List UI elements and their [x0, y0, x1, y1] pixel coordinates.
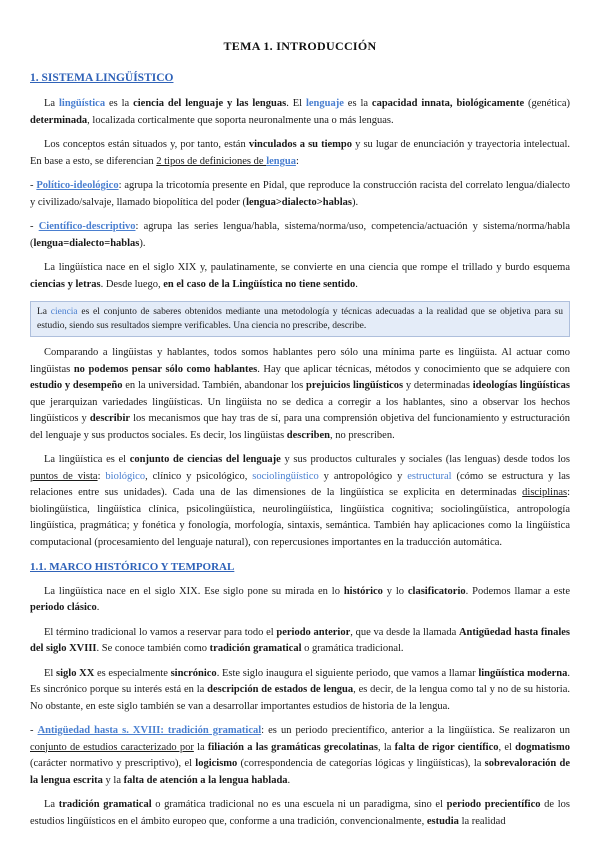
term-cientifico-descriptivo: Científico-descriptivo [38, 221, 136, 232]
text-run: El [44, 667, 57, 679]
bold-text: en el caso de la Lingüística no tiene sentido [163, 278, 356, 290]
bold-text: tradición gramatical [209, 643, 302, 654]
paragraph-antiguedad [30, 723, 570, 789]
bold-text: logicismo [195, 758, 238, 769]
text-run: : [295, 155, 299, 167]
bold-text: conjunto de ciencias del lenguaje [129, 454, 281, 465]
bold-text: determinada [30, 114, 88, 126]
bold-text: Antigüedad hasta finales del siglo XVIII [30, 626, 571, 654]
text-run: (genética) [524, 98, 570, 109]
text-run: . [355, 278, 358, 290]
text-run: La [37, 307, 51, 317]
bold-text: lingüística moderna [478, 667, 568, 679]
bold-text: lengua>dialecto>hablas [246, 196, 352, 208]
definition-box-ciencia [30, 301, 570, 337]
bold-text: sobrevaloración de la lengua escrita [30, 758, 570, 786]
text-run: , que va desde la llamada [350, 626, 459, 638]
term-estructural: estructural [407, 470, 452, 482]
page-title: TEMA 1. INTRODUCCIÓN [223, 39, 377, 53]
text-run: o gramática tradicional. [301, 643, 404, 654]
paragraph-siglo-xix [30, 584, 570, 617]
text-run: . Es sincrónico porque su interés está en la [30, 667, 570, 695]
text-run: - [30, 725, 38, 736]
term-lenguaje: lenguaje [305, 98, 344, 109]
bold-text: prejuicios lingüísticos [306, 380, 404, 391]
term-lengua: lengua [266, 155, 296, 167]
term-antiguedad: Antigüedad hasta s. XVIII: tradición gramatical [37, 725, 262, 736]
text-run: . Este siglo inaugura el siguiente periodo, que vamos a llamar [216, 667, 479, 679]
section-heading-sistema: 1. SISTEMA LINGÜÍSTICO [30, 71, 174, 84]
bold-text: describir [89, 413, 131, 424]
text-run: es especialmente [94, 667, 171, 679]
text-run: . El [286, 98, 306, 109]
text-run: . [96, 602, 100, 613]
text-run: , clínico y psicológico, [145, 470, 253, 482]
text-run: La lingüística nace en el siglo XIX. Ese siglo pone su mirada en lo [44, 585, 344, 597]
text-run: : agrupa la tricotomía presente en Pidal, que reproduce la construcción racista del correlato lengua/dialecto y civilizado/salvaje, llamado biopolítica del poder ( [30, 180, 570, 208]
bold-text: descripción de estados de lengua [207, 684, 354, 695]
bold-text: periodo clásico [30, 602, 97, 613]
section-heading-marco-historico: 1.1. MARCO HISTÓRICO Y TEMPORAL [30, 561, 235, 573]
underlined-text: 2 tipos de definiciones de [156, 155, 267, 167]
text-run: es la [105, 98, 134, 109]
text-run: La lingüística es el [44, 454, 130, 465]
bold-text: falta de rigor científico [394, 741, 499, 753]
term-ciencia: ciencia [50, 307, 78, 317]
text-run: o gramática tradicional no es una escuela ni un paradigma, sino el [151, 799, 447, 810]
text-run: . Hay que aplicar técnicas, métodos y conocimiento que se adquiere con [257, 363, 570, 375]
text-run: La lingüística nace en el siglo XIX y, paulatinamente, se convierte en una ciencia que rompe el trillado y burdo esquema [44, 262, 570, 273]
text-run: , la [377, 741, 395, 753]
text-run: : es un periodo precientífico, anterior a la lingüística. Se realizaron un [261, 725, 570, 736]
text-run: Comparando a lingüistas y hablantes, todos somos hablantes pero sólo una mínima parte es lingüista. Al actuar como lingüistas [30, 347, 570, 375]
bold-text: clasificatorio [407, 585, 466, 597]
bold-text: ciencia del lenguaje y las lenguas [133, 98, 287, 109]
text-run: de los estudios lingüísticos en el ámbito europeo que, conforme a una tradición, convencionalmente, [30, 799, 570, 827]
text-run: y sus productos culturales y sociales (las lenguas) desde todos los [280, 454, 570, 465]
text-run: La [44, 799, 59, 810]
text-run: (carácter normativo y prescriptivo), el [30, 758, 196, 769]
bold-text: siglo XX [56, 667, 95, 679]
bold-text: ideologías lingüísticas [472, 380, 570, 391]
text-run: - [30, 180, 37, 191]
text-run: los mecanismos que hay tras de sí, para una comprensión objetiva del funcionamiento y estructuración del lenguaje y sus productos sociales. Es decir, los lingüistas [30, 413, 570, 441]
text-run: . Desde luego, [100, 278, 164, 290]
bold-text: filiación a las gramáticas grecolatinas [207, 741, 378, 753]
text-run: y la [102, 774, 124, 786]
bold-text: periodo anterior [276, 626, 351, 638]
bold-text: sincrónico [170, 667, 217, 679]
text-run: es la [343, 98, 372, 109]
text-run: ). [351, 196, 359, 208]
text-run: : [97, 470, 106, 482]
bold-text: lengua=dialecto=hablas [33, 237, 140, 249]
text-run: y lo [382, 585, 408, 597]
text-run: - [30, 221, 39, 232]
bold-text: capacidad innata, biológicamente [371, 98, 525, 109]
underlined-text: conjunto de estudios caracterizado por [30, 741, 194, 753]
bold-text: estudia [426, 815, 459, 827]
bold-text: no podemos pensar sólo como hablantes [73, 363, 258, 375]
paragraph-politico-ideologico [30, 178, 570, 211]
text-run: la [193, 741, 208, 753]
paragraph-termino-tradicional [30, 625, 570, 658]
bold-text: periodo precientífico [446, 799, 541, 810]
text-run: (correspondencia de categorías lógicas y lingüísticas), la [237, 758, 485, 769]
paragraph-siglo-xx [30, 666, 570, 716]
bold-text: ciencias y letras [30, 278, 101, 290]
term-linguistica: lingüística [58, 98, 106, 109]
text-run: y su lugar de enunciación y trayectoria intelectual. En base a esto, se diferencian [30, 139, 570, 167]
term-sociolinguistico: sociolingüístico [252, 470, 319, 482]
text-run: ). [139, 237, 146, 249]
text-run: (cómo se estructura y las relaciones entre sus unidades). Cada una de las dimensiones de la lingüística se explicita en determinadas [30, 470, 571, 498]
paragraph-conjunto-ciencias [30, 452, 570, 551]
text-run: la realidad [458, 815, 506, 827]
text-run: . Podemos llamar a este [465, 585, 570, 597]
term-biologico: biológico [105, 470, 146, 482]
text-run: en la universidad. También, abandonar los [122, 380, 307, 391]
bold-text: histórico [343, 585, 383, 597]
text-run: La [44, 98, 59, 109]
paragraph-conceptos [30, 137, 570, 170]
underlined-text: puntos de vista [30, 470, 98, 482]
text-run: : agrupa las series lengua/habla, sistema/norma/uso, competencia/actuación y sistema/norma/habla ( [30, 221, 570, 249]
bold-text: estudio y desempeño [30, 380, 123, 391]
text-run: . Se conoce también como [96, 643, 210, 654]
paragraph-tradicion-gramatical [30, 797, 570, 830]
underlined-text: disciplinas [522, 487, 568, 498]
text-run: es el conjunto de saberes obtenidos mediante una metodología y técnicas adecuadas a la realidad que se objetiva para su estudio, siendo sus resultados siempre verificables. Una ciencia no prescribe, describe. [37, 307, 563, 331]
text-run: y determinadas [403, 380, 473, 391]
text-run: Los conceptos están situados y, por tanto, están [44, 139, 249, 150]
paragraph-nace-siglo-xix [30, 260, 570, 293]
paragraph-linguistas-hablantes [30, 345, 570, 444]
text-run: que jerarquizan variedades lingüísticas. Un lingüista no se dedica a corregir a los hablantes, sino a observar los hechos lingüísticos y [30, 396, 570, 424]
text-run: . [287, 774, 291, 786]
bold-text: dogmatismo [515, 741, 570, 753]
term-politico-ideologico: Político-ideológico [36, 180, 119, 191]
text-run: , es decir, de la lengua como tal y no de su historia. No obstante, en este siglo también se van a desarrollar importantes estudios de historia de la lengua. [30, 684, 570, 712]
text-run: , no prescriben. [329, 429, 395, 441]
bold-text: describen [286, 429, 330, 441]
text-run: y antropológico y [318, 470, 408, 482]
paragraph-cientifico-descriptivo [30, 219, 570, 252]
text-run: El término tradicional lo vamos a reservar para todo el [44, 626, 277, 638]
bold-text: falta de atención a la lengua hablada [123, 774, 288, 786]
paragraph-definicion-linguistica [30, 96, 570, 129]
bold-text: vinculados a su tiempo [248, 139, 353, 150]
bold-text: tradición gramatical [58, 799, 152, 810]
text-run: , el [498, 741, 516, 753]
text-run: : biolingüística, lingüística clínica, psicolingüística, neurolingüística, lingüística cognitiva; sociolingüística, antropología lingüística, pragmática; y fonética y fonología, morfología, sintaxis, semántica. También hay aplicaciones como la lingüística computacional (procesamiento del lenguaje natural), con repercusiones importantes en la traducción automática. [30, 487, 570, 548]
text-run: , localizada corticalmente que soporta neuronalmente una o más lenguas. [87, 114, 394, 126]
